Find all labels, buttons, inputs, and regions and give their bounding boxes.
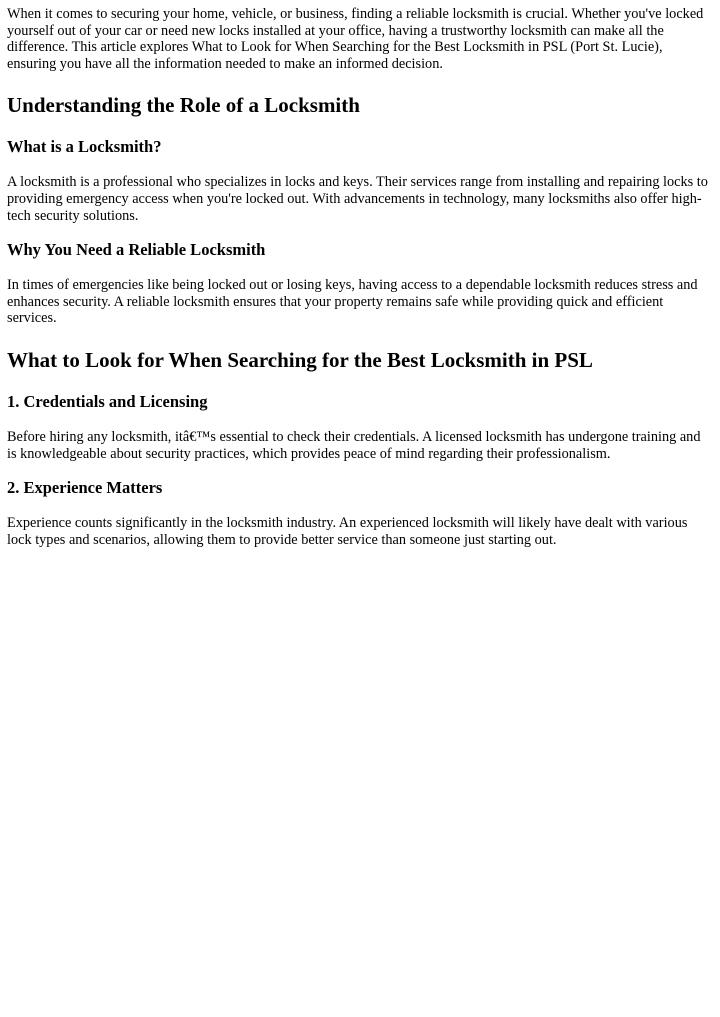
- paragraph-experience: Experience counts significantly in the locksmith industry. An experienced locksmith will likely have dealt with various lock types and scenarios, allowing them to provide better service than someone just starting out.: [7, 515, 688, 548]
- subheading-why-reliable: Why You Need a Reliable Locksmith: [7, 240, 266, 260]
- intro-paragraph: When it comes to securing your home, vehicle, or business, finding a reliable locksmith is crucial. Whether you've locked yourself out of your car or need new locks installed at your office, having a trustworthy locksmith can make all the difference. This article explores What to Look for When Searching for the Best Locksmith in PSL (Port St. Lucie), ensuring you have all the information needed to make an informed decision.: [7, 6, 704, 72]
- section-heading-what-to-look-for: What to Look for When Searching for the Best Locksmith in PSL: [7, 347, 593, 372]
- section-heading-role: Understanding the Role of a Locksmith: [7, 93, 360, 118]
- paragraph-what-is-locksmith: A locksmith is a professional who specializes in locks and keys. Their services range from installing and repairing locks to providing emergency access when you're locked out. With advancements in technology, many locksmiths also offer high-tech security solutions.: [7, 174, 708, 224]
- paragraph-credentials: Before hiring any locksmith, itâ€™s essential to check their credentials. A licensed locksmith has undergone training and is knowledgeable about security practices, which provides peace of mind regarding their professionalism.: [7, 428, 701, 462]
- subheading-experience: 2. Experience Matters: [7, 478, 163, 498]
- paragraph-why-reliable: In times of emergencies like being locked out or losing keys, having access to a dependable locksmith reduces stress and enhances security. A reliable locksmith ensures that your property remains safe while providing quick and efficient services.: [7, 277, 698, 327]
- subheading-credentials: 1. Credentials and Licensing: [7, 391, 208, 411]
- subheading-what-is-locksmith: What is a Locksmith?: [7, 137, 162, 157]
